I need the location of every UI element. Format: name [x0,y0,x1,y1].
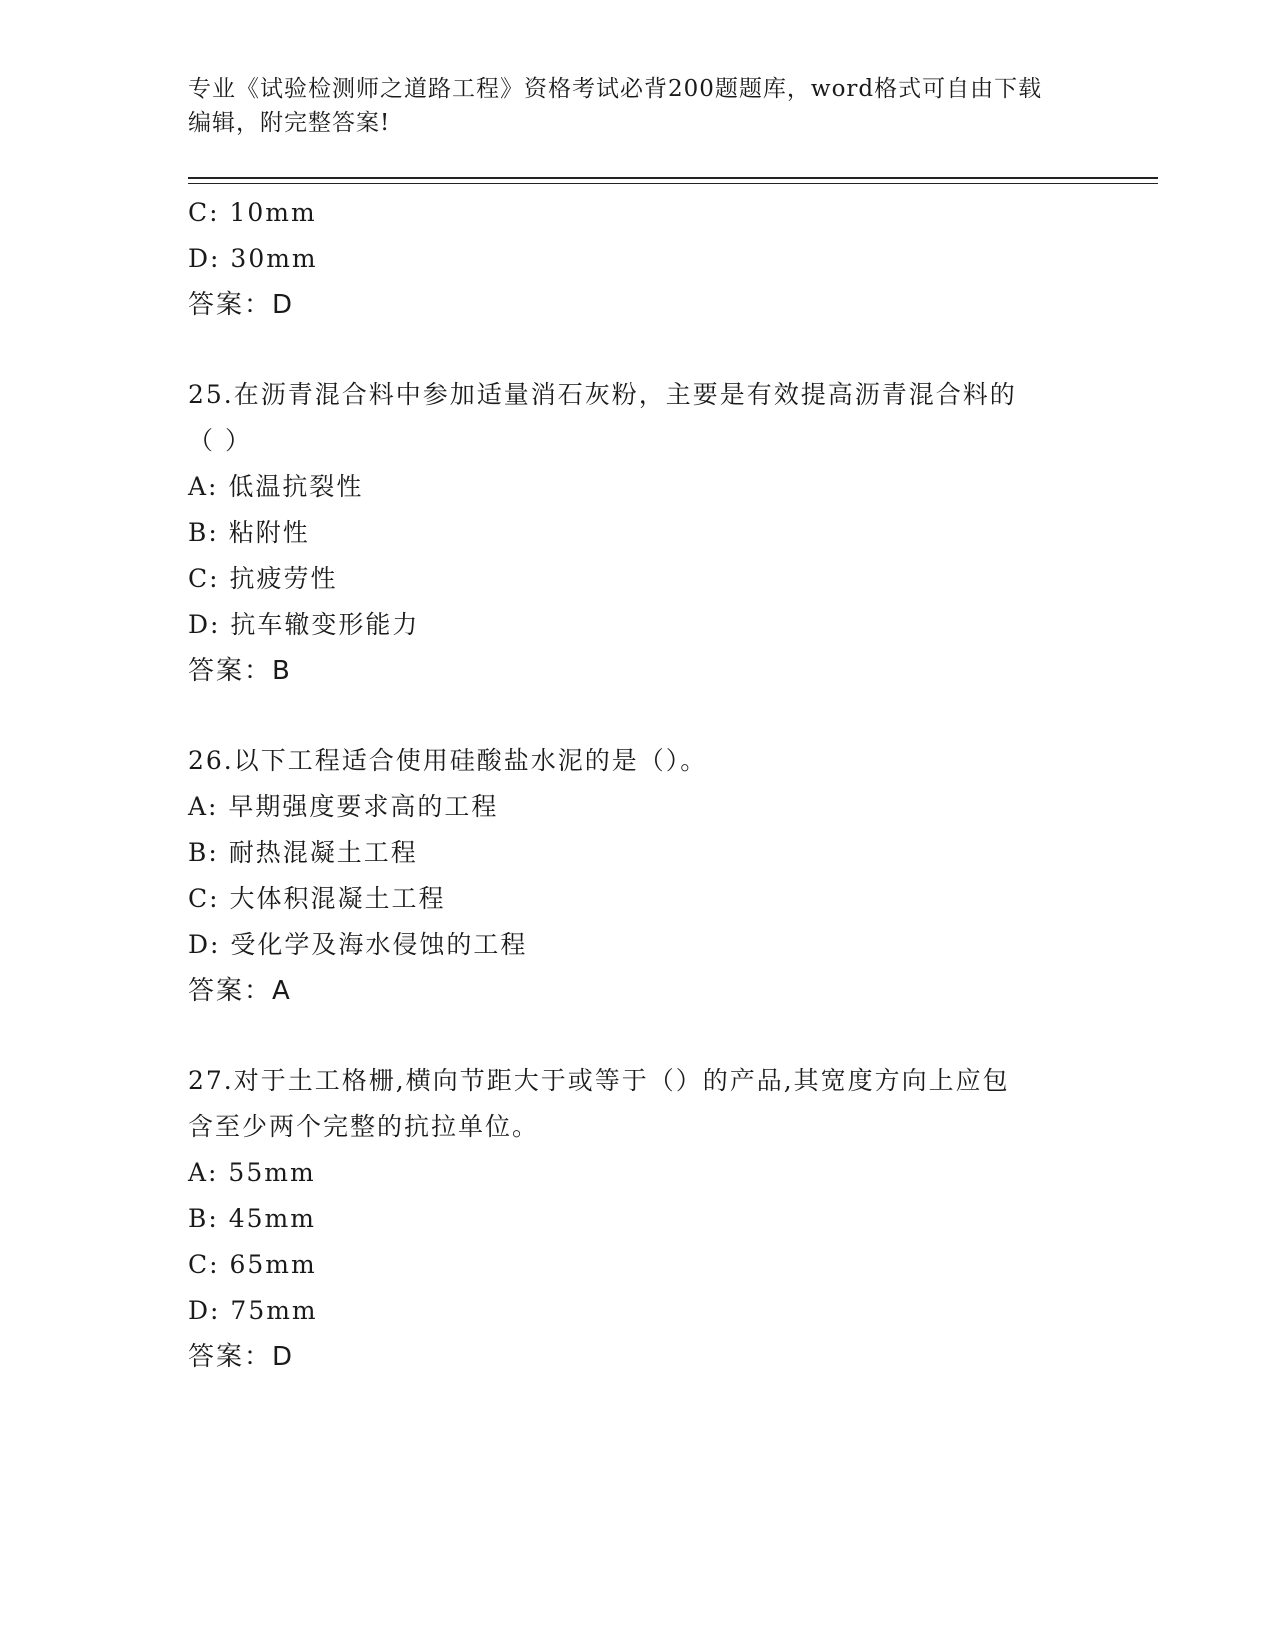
question-25 [188,372,1088,694]
question-stem: 25.在沥青混合料中参加适量消石灰粉，主要是有效提高沥青混合料的 [188,380,1017,409]
header-line-2: 编辑，附完整答案! [188,110,391,136]
option-a: A: 低温抗裂性 [188,472,364,501]
option-a: A: 55mm [188,1158,316,1187]
option-a: A: 早期强度要求高的工程 [188,792,499,821]
header-line-1: 专业《试验检测师之道路工程》资格考试必背200题题库，word格式可自由下载 [188,76,1043,102]
question-26 [188,738,1088,1014]
option-d: D: 30mm [188,244,318,273]
document-body [188,190,1088,1380]
question-stem-cont: （ ） [188,426,252,455]
question-27 [188,1058,1088,1380]
answer: 答案：D [188,1342,295,1372]
option-b: B: 粘附性 [188,518,310,547]
document-header [188,72,1088,140]
question-stem-cont: 含至少两个完整的抗拉单位。 [188,1112,540,1141]
option-d: D: 受化学及海水侵蚀的工程 [188,930,528,959]
option-c: C: 抗疲劳性 [188,564,338,593]
option-b: B: 耐热混凝土工程 [188,838,418,867]
option-d: D: 抗车辙变形能力 [188,610,420,639]
header-rule-bottom [188,183,1158,184]
answer: 答案：B [188,656,292,686]
question-stem: 26.以下工程适合使用硅酸盐水泥的是（）。 [188,746,708,775]
option-c: C: 65mm [188,1250,317,1279]
header-rule-top [188,177,1158,179]
question-stem: 27.对于土工格栅,横向节距大于或等于（）的产品,其宽度方向上应包 [188,1066,1010,1095]
option-c: C: 大体积混凝土工程 [188,884,446,913]
option-c: C: 10mm [188,198,317,227]
option-d: D: 75mm [188,1296,318,1325]
answer: 答案：A [188,976,292,1006]
question-24-tail [188,190,1088,328]
option-b: B: 45mm [188,1204,316,1233]
answer: 答案：D [188,290,295,320]
